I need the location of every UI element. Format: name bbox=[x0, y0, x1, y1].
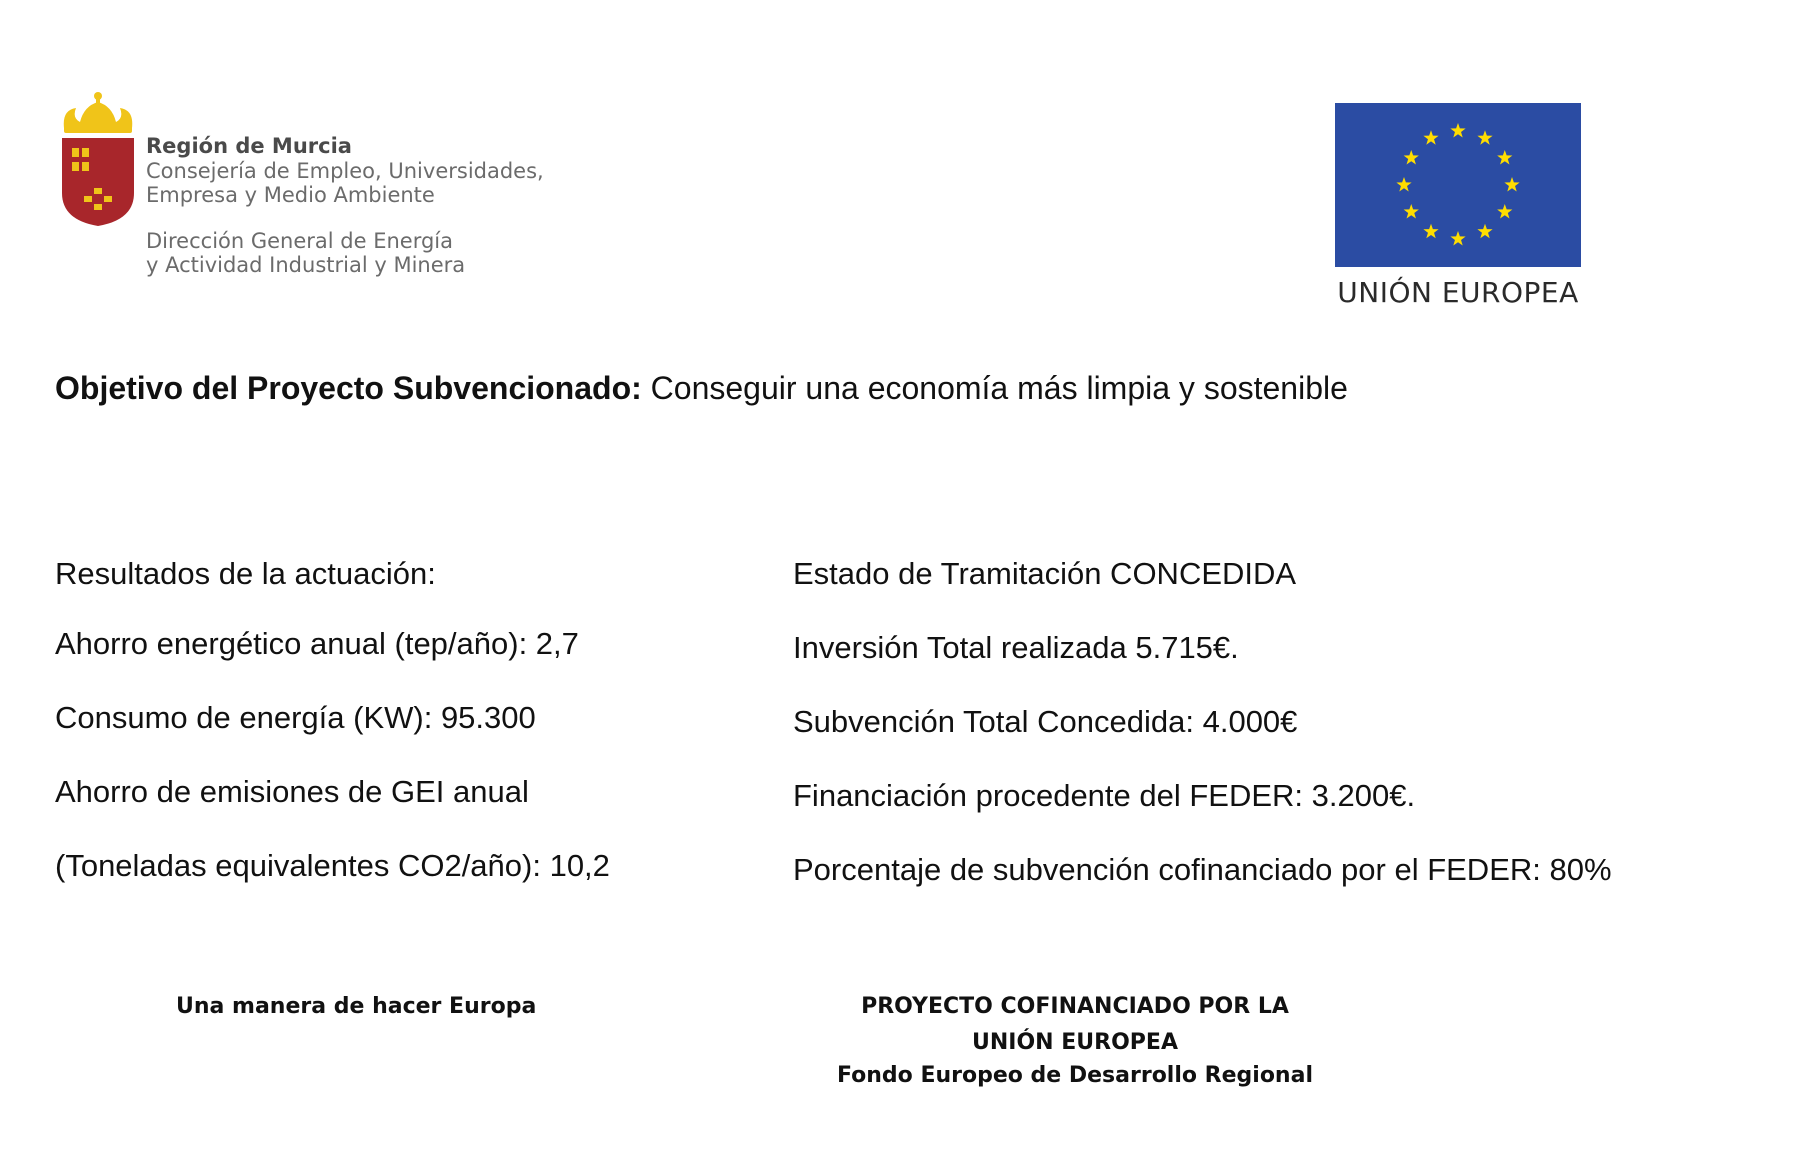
feder-percentage: Porcentaje de subvención cofinanciado por el FEDER: 80% bbox=[793, 852, 1612, 887]
objective-text: Conseguir una economía más limpia y sostenible bbox=[641, 370, 1348, 406]
department-line-2: Empresa y Medio Ambiente bbox=[146, 183, 435, 207]
directorate-line-1: Dirección General de Energía bbox=[146, 229, 454, 253]
ghg-savings-line-2: (Toneladas equivalentes CO2/año): 10,2 bbox=[55, 848, 610, 883]
objective-label: Objetivo del Proyecto Subvencionado: bbox=[55, 370, 642, 406]
ghg-savings-line-1: Ahorro de emisiones de GEI anual bbox=[55, 774, 529, 809]
eu-motto: Una manera de hacer Europa bbox=[176, 994, 537, 1019]
department-line-1: Consejería de Empleo, Universidades, bbox=[146, 159, 544, 183]
eu-label: UNIÓN EUROPEA bbox=[1337, 276, 1579, 309]
region-name: Región de Murcia bbox=[146, 134, 352, 158]
eu-flag-icon bbox=[1335, 103, 1581, 267]
total-investment: Inversión Total realizada 5.715€. bbox=[793, 630, 1239, 665]
total-grant: Subvención Total Concedida: 4.000€ bbox=[793, 704, 1298, 739]
cofinanced-line-2: UNIÓN EUROPEA bbox=[972, 1030, 1178, 1055]
energy-consumption: Consumo de energía (KW): 95.300 bbox=[55, 700, 536, 735]
project-objective bbox=[55, 370, 1348, 407]
crown-icon bbox=[64, 92, 133, 133]
cofinanced-line-1: PROYECTO COFINANCIADO POR LA bbox=[861, 994, 1289, 1019]
energy-saving: Ahorro energético anual (tep/año): 2,7 bbox=[55, 626, 579, 661]
cofinanced-line-3: Fondo Europeo de Desarrollo Regional bbox=[837, 1063, 1313, 1088]
directorate-line-2: y Actividad Industrial y Minera bbox=[146, 253, 466, 277]
feder-funding: Financiación procedente del FEDER: 3.200€. bbox=[793, 778, 1416, 813]
murcia-coat-of-arms-logo bbox=[58, 88, 138, 228]
processing-status: Estado de Tramitación CONCEDIDA bbox=[793, 556, 1297, 591]
results-title: Resultados de la actuación: bbox=[55, 556, 436, 591]
